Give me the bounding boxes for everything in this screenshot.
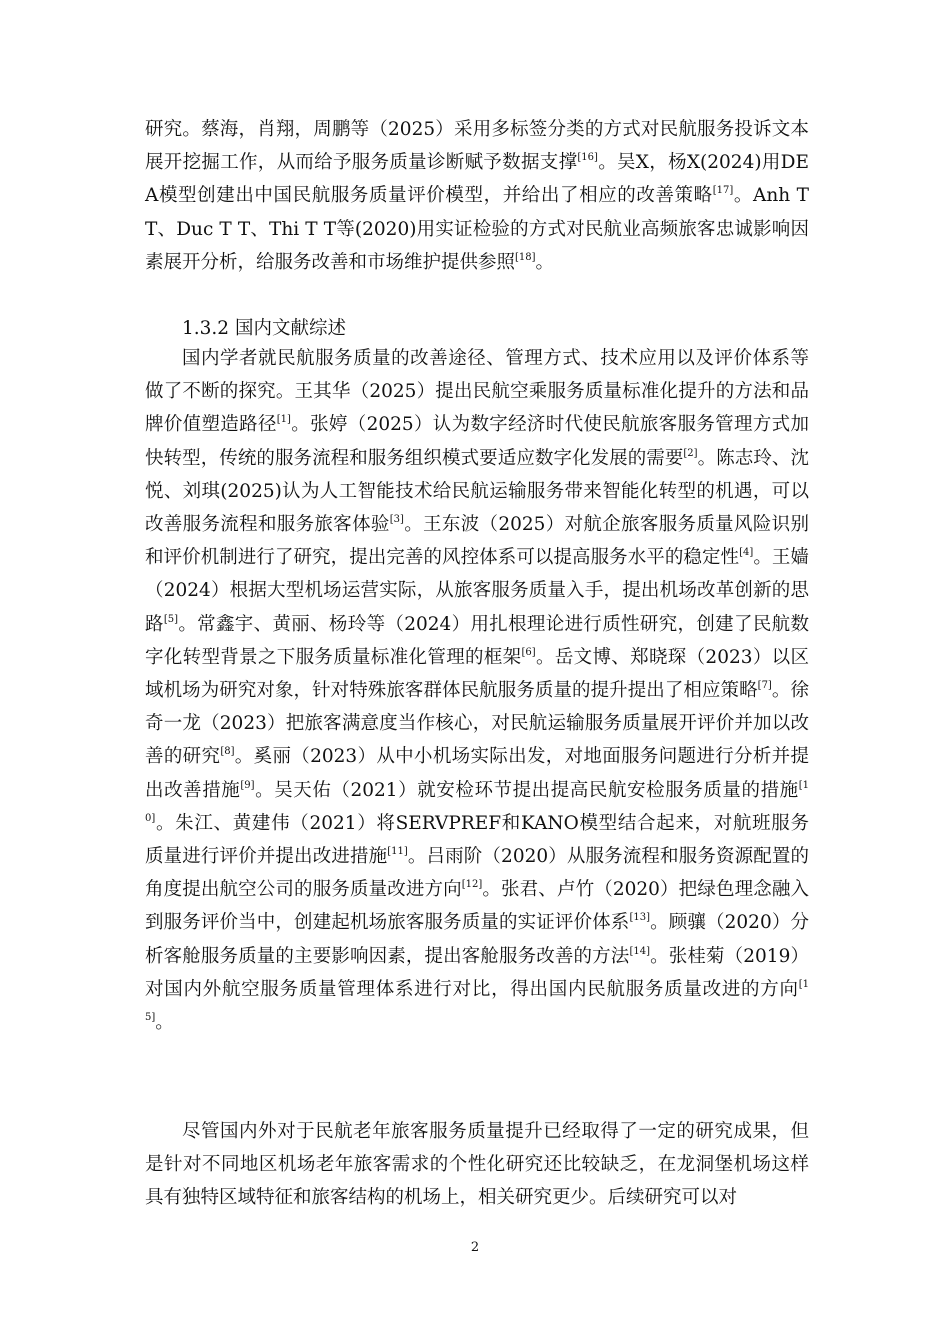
text-run: 。吴天佑（2021）就安检环节提出提高民航安检服务质量的措施 [254,779,799,801]
text-run: 。Anh T T、Duc T T、Thi T T等(2020)用实证检验的方式对民航业高频旅客忠诚影响因素展开分析，给服务改善和市场维护提供参照 [145,185,809,273]
text-run: 。 [155,1012,174,1034]
text-run: 。顾骧（2020）分析客舱服务质量的主要影响因素，提出客舱服务改善的方法 [145,912,809,967]
citation-marker: [15] [145,978,809,1024]
text-run: 。岳文博、郑晓琛（2023）以区域机场为研究对象，针对特殊旅客群体民航服务质量的提升提出了相应策略 [145,646,809,702]
citation-marker: [2] [683,447,698,459]
text-run: 。吕雨阶（2020）从服务流程和服务资源配置的角度提出航空公司的服务质量改进方向 [145,846,809,901]
text-run: 。朱江、黄建伟（2021）将SERVPREF和KANO模型结合起来，对航班服务质量进行评价并提出改进措施 [145,812,809,868]
citation-marker: [7] [757,680,772,692]
paragraph-foreign-literature-end [145,113,809,279]
citation-marker: [10] [145,779,809,824]
citation-marker: [13] [629,912,650,924]
section-heading: 1.3.2 国内文献综述 [182,318,346,339]
text-run: 。 [535,251,555,273]
citation-marker: [3] [389,514,404,526]
text-run: 尽管国内外对于民航老年旅客服务质量提升已经取得了一定的研究成果，但是针对不同地区机场老年旅客需求的个性化研究还比较缺乏，在龙洞堡机场这样具有独特区域特征和旅客结构的机场上，相关研究更少。后续研究可以对 [145,1121,809,1209]
text-run: 。张婷（2025）认为数字经济时代使民航旅客服务管理方式加快转型，传统的服务流程和服务组织模式要适应数字化发展的需要 [145,414,809,469]
citation-marker: [1] [276,414,291,426]
citation-marker: [16] [577,152,598,164]
text-run: 。吴X，杨X(2024)用DEA模型创建出中国民航服务质量评价模型，并给出了相应的改善策略 [145,152,809,207]
citation-marker: [6] [521,646,536,658]
citation-marker: [14] [629,945,650,957]
text-run: 。王东波（2025）对航企旅客服务质量风险识别和评价机制进行了研究，提出完善的风控体系可以提高服务水平的稳定性 [145,514,809,569]
page-number: 2 [470,1240,480,1255]
citation-marker: [18] [515,251,536,263]
text-run: 研究。蔡海，肖翔，周鹏等（2025）采用多标签分类的方式对民航服务投诉文本展开挖掘工作，从而给予服务质量诊断赋予数据支撑 [145,119,809,174]
text-run: 。常鑫宇、黄丽、杨玲等（2024）用扎根理论进行质性研究，创建了民航数字化转型背景之下服务质量标准化管理的框架 [145,613,809,668]
text-run: 国内学者就民航服务质量的改善途径、管理方式、技术应用以及评价体系等做了不断的探究。王其华（2025）提出民航空乘服务质量标准化提升的方法和品牌价值塑造路径 [145,348,809,436]
citation-marker: [17] [712,185,734,197]
text-run: 。张桂菊（2019）对国内外航空服务质量管理体系进行对比，得出国内民航服务质量改进的方向 [145,945,809,1000]
citation-marker: [8] [220,746,235,758]
text-run: 。徐奇一龙（2023）把旅客满意度当作核心，对民航运输服务质量展开评价并加以改善的研究 [145,680,809,768]
citation-marker: [4] [739,547,754,559]
text-run: 。王嫱（2024）根据大型机场运营实际，从旅客服务质量入手，提出机场改革创新的思路 [145,547,809,635]
citation-marker: [5] [163,613,178,625]
text-run: 。张君、卢竹（2020）把绿色理念融入到服务评价当中，创建起机场旅客服务质量的实证评价体系 [145,879,809,934]
citation-marker: [9] [240,779,255,791]
citation-marker: [12] [461,879,483,891]
citation-marker: [11] [387,846,408,858]
paragraph-domestic-literature [145,342,809,1039]
text-run: 。奚丽（2023）从中小机场实际出发，对地面服务问题进行分析并提出改善措施 [145,746,809,801]
text-run: 。陈志玲、沈悦、刘琪(2025)认为人工智能技术给民航运输服务带来智能化转型的机遇，可以改善服务流程和服务旅客体验 [145,447,809,536]
paragraph-research-gap [145,1115,809,1215]
